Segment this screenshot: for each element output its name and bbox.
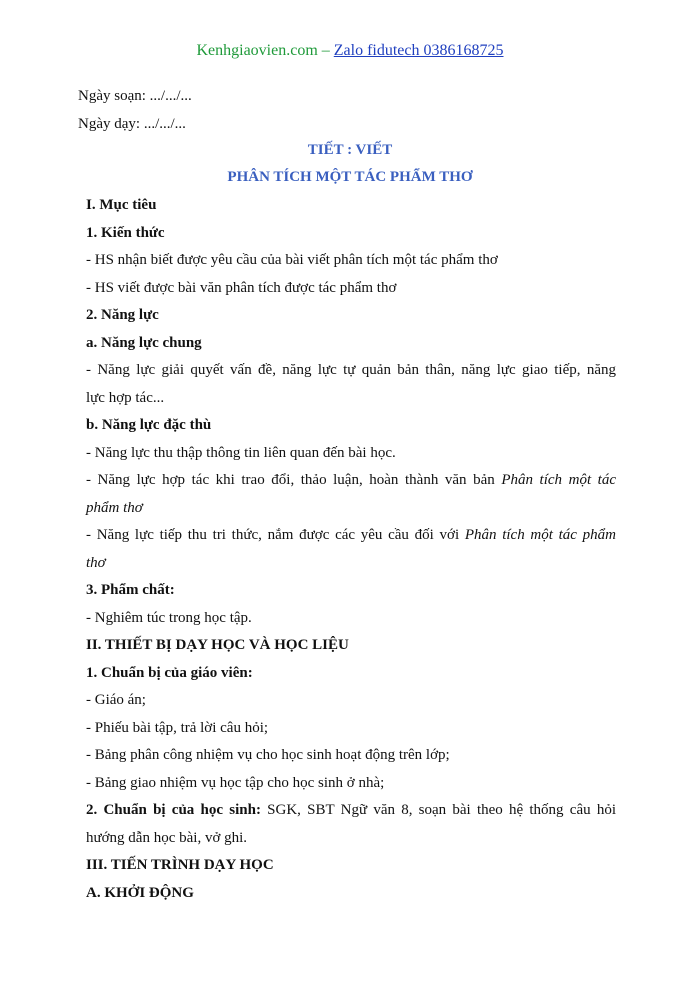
specific-competency-item-2-line-1 xyxy=(86,470,616,490)
teacher-prep-heading: 1. Chuẩn bị của giáo viên: xyxy=(86,665,253,681)
competency-heading: 2. Năng lực xyxy=(86,307,159,323)
specific-competency-item-2-text: - Năng lực hợp tác khi trao đổi, thảo luận, hoàn thành văn bản xyxy=(86,472,502,488)
prep-date: Ngày soạn: .../.../... xyxy=(78,88,192,104)
knowledge-heading: 1. Kiến thức xyxy=(86,225,165,241)
specific-competency-item-1: - Năng lực thu thập thông tin liên quan đến bài học. xyxy=(86,445,396,461)
student-prep-text: SGK, SBT Ngữ văn 8, soạn bài theo hệ thống câu hỏi xyxy=(260,802,616,818)
warmup-heading: A. KHỞI ĐỘNG xyxy=(86,885,194,901)
general-competency-item-line-1: - Năng lực giải quyết vấn đề, năng lực tự quản bản thân, năng lực giao tiếp, năng xyxy=(86,362,616,378)
specific-competency-item-2-italic: Phân tích một tác xyxy=(501,472,616,488)
specific-competency-item-2-line-2 xyxy=(86,498,143,518)
knowledge-item-1: - HS nhận biết được yêu cầu của bài viết phân tích một tác phẩm thơ xyxy=(86,252,498,268)
specific-competency-item-3-italic-cont: thơ xyxy=(86,555,106,571)
specific-competency-item-3-italic: Phân tích một tác phẩm xyxy=(464,527,616,543)
student-prep-line-2: hướng dẫn học bài, vở ghi. xyxy=(86,830,248,846)
header-separator: – xyxy=(317,42,334,59)
page-header xyxy=(0,40,700,62)
student-prep-heading: 2. Chuẩn bị của học sinh: xyxy=(86,802,261,818)
section-procedure-heading: III. TIẾN TRÌNH DẠY HỌC xyxy=(86,857,274,873)
specific-competency-item-3-line-1 xyxy=(86,525,616,545)
specific-competency-heading: b. Năng lực đặc thù xyxy=(86,417,212,433)
knowledge-item-2: - HS viết được bài văn phân tích được tác phẩm thơ xyxy=(86,280,397,296)
qualities-heading: 3. Phẩm chất: xyxy=(86,582,175,598)
section-objectives-heading: I. Mục tiêu xyxy=(86,197,157,213)
general-competency-item-line-2: lực hợp tác... xyxy=(86,390,165,406)
student-prep-line-1 xyxy=(86,800,616,820)
contact-link[interactable]: Zalo fidutech 0386168725 xyxy=(333,42,504,59)
teach-date: Ngày dạy: .../.../... xyxy=(78,116,186,132)
lesson-title: PHÂN TÍCH MỘT TÁC PHẨM THƠ xyxy=(227,169,473,185)
lesson-period: TIẾT : VIẾT xyxy=(307,142,393,158)
teacher-prep-item-3: - Bảng phân công nhiệm vụ cho học sinh hoạt động trên lớp; xyxy=(86,747,450,763)
site-link[interactable]: Kenhgiaovien.com xyxy=(196,42,318,59)
specific-competency-item-3-line-2 xyxy=(86,553,106,573)
specific-competency-item-2-italic-cont: phẩm thơ xyxy=(86,500,143,516)
teacher-prep-item-2: - Phiếu bài tập, trả lời câu hỏi; xyxy=(86,720,269,736)
general-competency-heading: a. Năng lực chung xyxy=(86,335,202,351)
qualities-item-1: - Nghiêm túc trong học tập. xyxy=(86,610,252,626)
teacher-prep-item-1: - Giáo án; xyxy=(86,692,146,708)
section-equipment-heading: II. THIẾT BỊ DẠY HỌC VÀ HỌC LIỆU xyxy=(86,637,349,653)
specific-competency-item-3-text: - Năng lực tiếp thu tri thức, nắm được các yêu cầu đối với xyxy=(86,527,465,543)
teacher-prep-item-4: - Bảng giao nhiệm vụ học tập cho học sinh ở nhà; xyxy=(86,775,385,791)
